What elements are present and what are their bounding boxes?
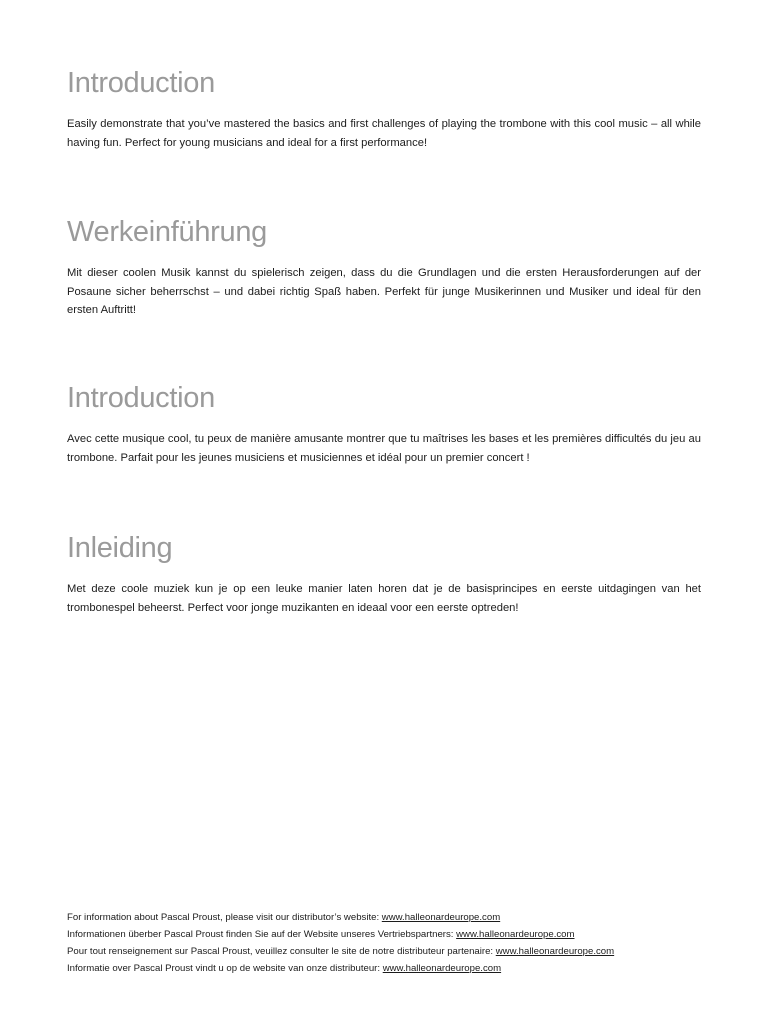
section-body: Met deze coole muziek kun je op een leuke manier laten horen dat je de basisprincipes en eerste uitdagingen van het trombonespel beheerst. Perfect voor jonge muzikanten en ideaal voor een eerste optreden!: [67, 583, 701, 614]
distributor-info-footer: [67, 909, 727, 977]
footer-line-fr: [67, 943, 727, 960]
section-heading: Introduction: [67, 382, 215, 414]
footer-text: Pour tout renseignement sur Pascal Proust, veuillez consulter le site de notre distributeur partenaire:: [67, 946, 496, 957]
footer-line-en: [67, 909, 727, 926]
section-heading: Inleiding: [67, 532, 173, 564]
section-heading: Werkeinführung: [67, 216, 267, 248]
footer-text: Informatie over Pascal Proust vindt u op de website van onze distributeur:: [67, 963, 383, 974]
section-heading: Introduction: [67, 67, 215, 99]
footer-line-nl: [67, 960, 727, 977]
section-body: Easily demonstrate that you’ve mastered the basics and first challenges of playing the trombone with this cool music – all while having fun. Perfect for young musicians and ideal for a first performance!: [67, 118, 701, 149]
section-introduction-en: [67, 66, 701, 152]
distributor-link[interactable]: www.halleonardeurope.com: [381, 912, 501, 923]
section-werkeinfuehrung-de: [67, 215, 701, 320]
section-body: Mit dieser coolen Musik kannst du spielerisch zeigen, dass du die Grundlagen und die ersten Herausforderungen auf der Posaune sicher beherrschst – und dabei richtig Spaß haben. Perfekt für junge Musikerinnen und Musiker und ideal für den ersten Auftritt!: [67, 267, 701, 316]
footer-line-de: [67, 926, 727, 943]
distributor-link[interactable]: www.halleonardeurope.com: [495, 946, 615, 957]
section-inleiding-nl: [67, 531, 701, 617]
footer-text: Informationen überber Pascal Proust finden Sie auf der Website unseres Vertriebspartners:: [67, 929, 457, 940]
distributor-link[interactable]: www.halleonardeurope.com: [382, 963, 502, 974]
distributor-link[interactable]: www.halleonardeurope.com: [456, 929, 575, 940]
section-introduction-fr: [67, 381, 701, 467]
footer-text: For information about Pascal Proust, please visit our distributor’s website:: [67, 912, 382, 923]
section-body: Avec cette musique cool, tu peux de manière amusante montrer que tu maîtrises les bases et les premières difficultés du jeu au trombone. Parfait pour les jeunes musiciens et musiciennes et idéal pour un premier concert !: [67, 433, 701, 464]
